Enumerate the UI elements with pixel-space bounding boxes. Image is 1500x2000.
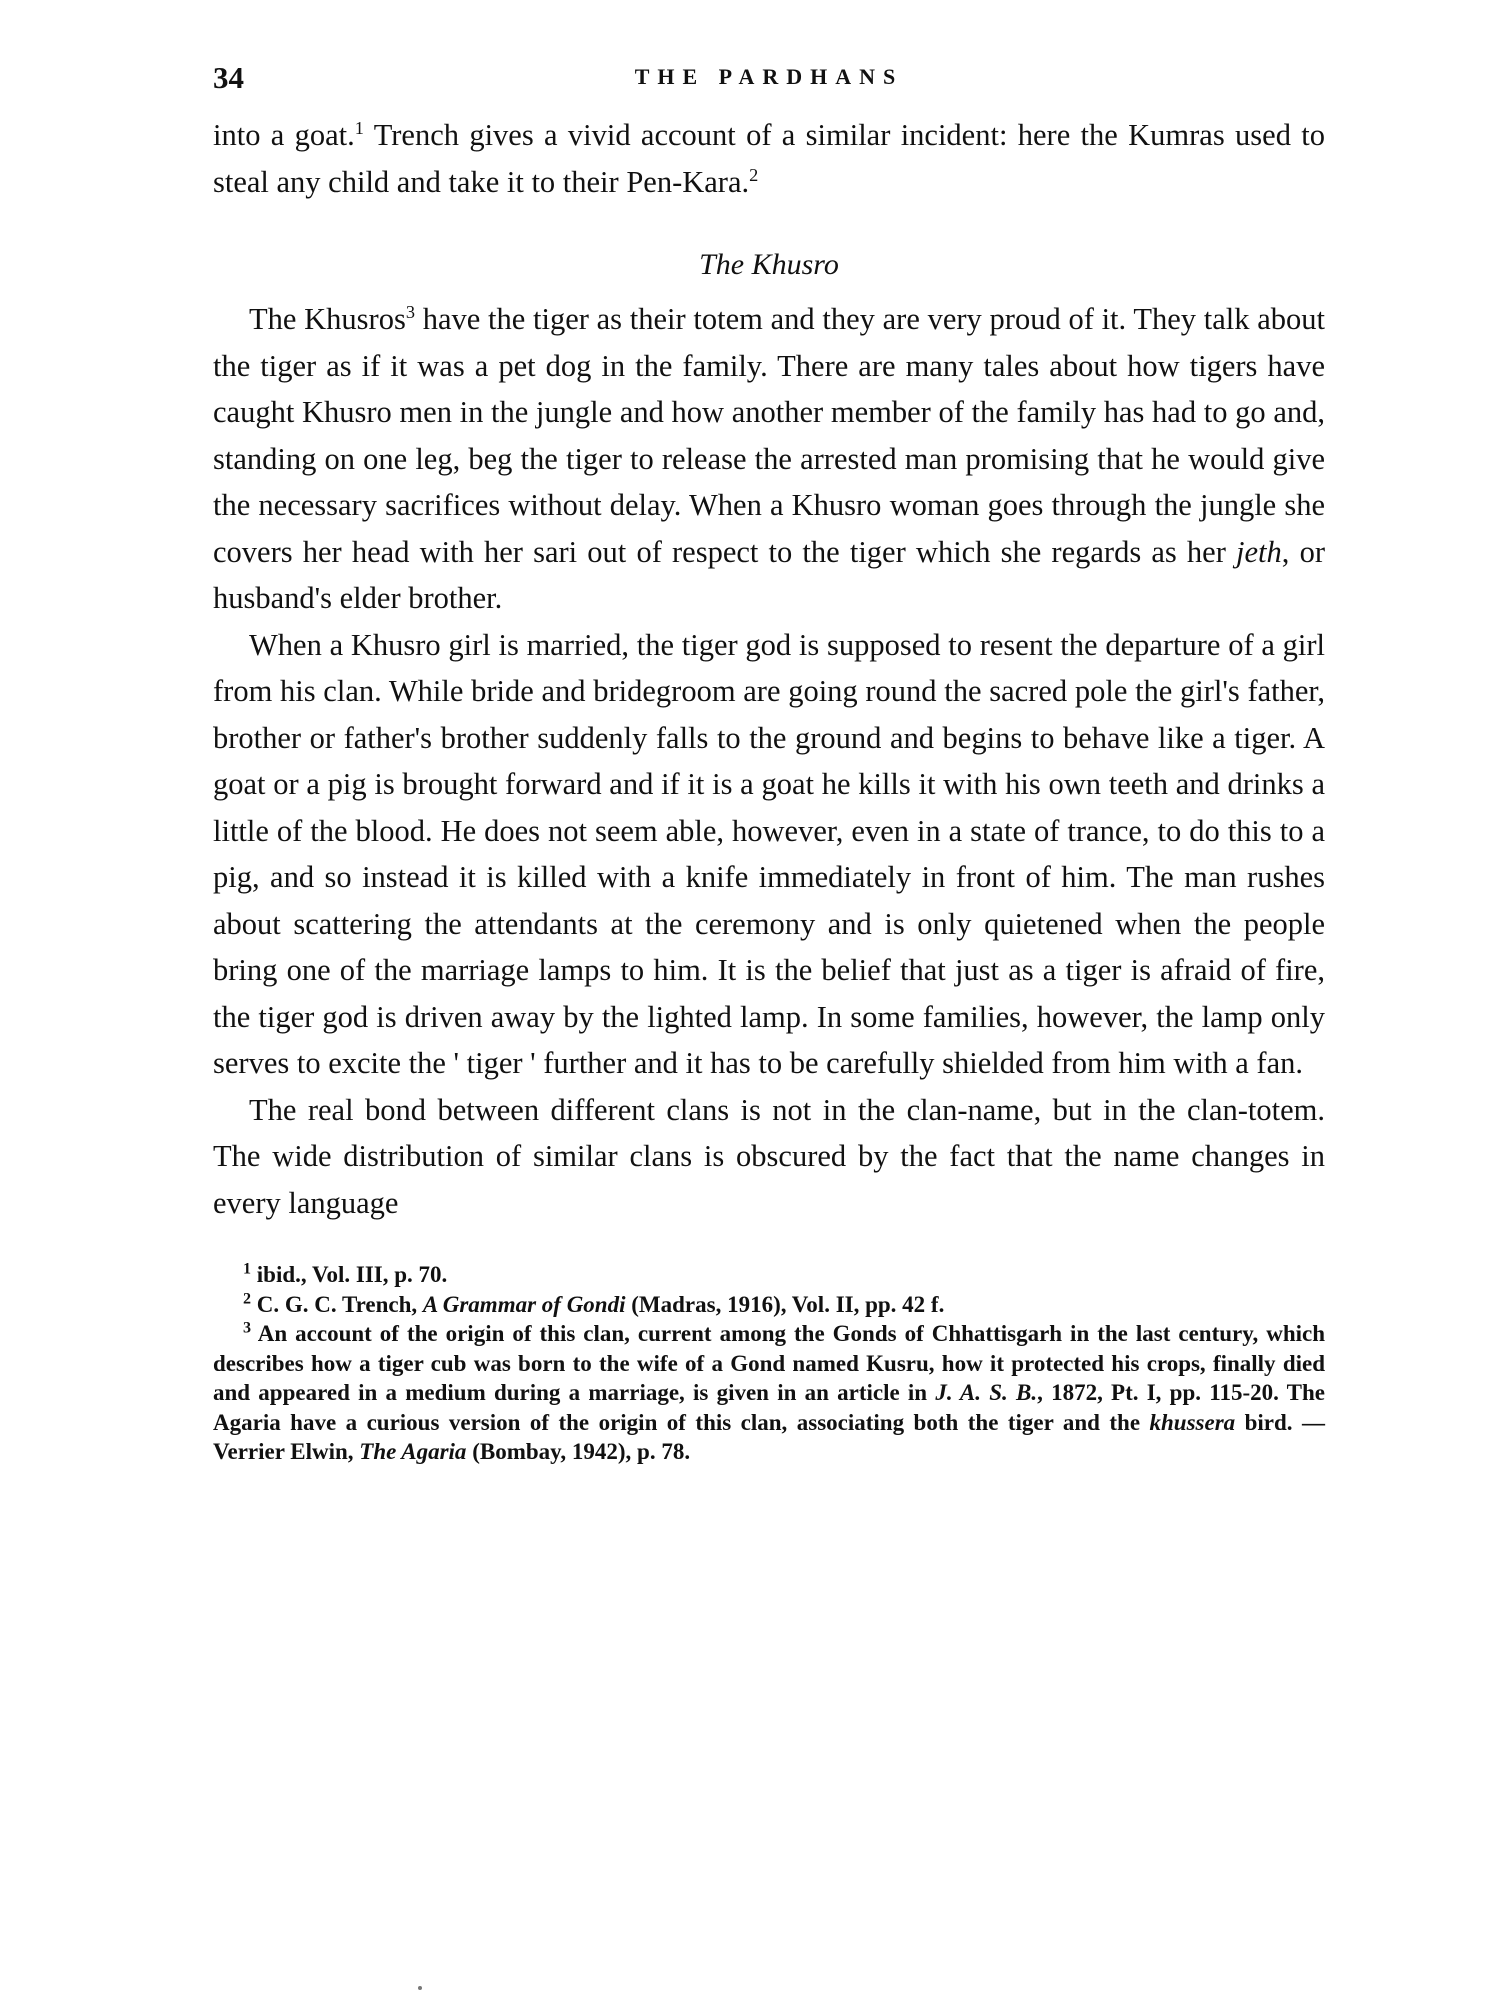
footnote-1 (213, 1260, 1325, 1290)
intro-text-a: into a goat. (213, 118, 355, 152)
footnote-2-text-a: C. G. C. Trench, (251, 1291, 423, 1317)
book-page (213, 60, 1325, 1467)
footnote-2-text-b: (Madras, 1916), Vol. II, pp. 42 f. (625, 1291, 945, 1317)
paragraph-marriage: When a Khusro girl is married, the tiger god is supposed to resent the departure of a girl from his clan. While bride and bridegroom are going round the sacred pole the girl's father, brother or father's brother suddenly falls to the ground and begins to behave like a tiger. A goat or a pig is brought forward and if it is a goat he kills it with his own teeth and drinks a little of the blood. He does not seem able, however, even in a state of trance, to do this to a pig, and so instead it is killed with a knife immediately in front of him. The man rushes about scattering the attendants at the ceremony and is only quietened when the people bring one of the marriage lamps to him. It is the belief that just as a tiger is afraid of fire, the tiger god is driven away by the lighted lamp. In some families, however, the lamp only serves to excite the ' tiger ' further and it has to be carefully shielded from him with a fan. (213, 627, 1325, 1080)
page-number: 34 (213, 60, 244, 95)
footnote-2-mark: 2 (243, 1289, 252, 1307)
footnotes (213, 1260, 1325, 1467)
footnote-3-bird-name: khussera (1149, 1409, 1236, 1435)
footnote-3 (213, 1319, 1325, 1467)
footnote-3-text-a: An account of the origin of this clan, current among the Gonds of Chhattisgarh in the last century, which describes how a tiger cub was born to the wife of a Gond named Kusru, how it protected his crops, finally died and appeared in a medium during a marriage, is given in an article in (213, 1321, 1325, 1405)
para1-text-b: have the tiger as their totem and they are very proud of it. They talk about the tiger as if it was a pet dog in the family. There are many tales about how tigers have caught Khusro men in the jungle and how another member of the family has had to go and, standing on one leg, beg the tiger to release the arrested man promising that he would give the necessary sacrifices without delay. When a Khusro woman goes through the jungle she covers her head with her sari out of respect to the tiger which she regards as her (213, 302, 1325, 569)
paragraph-clan-bond: The real bond between different clans is not in the clan-name, but in the clan-totem. The wide distribution of similar clans is obscured by the fact that the name changes in every language (213, 1092, 1325, 1220)
footnote-3-text-b: , 1872, Pt. I, pp. 115-20. The Agaria have a curious version of the origin of this clan, associating both the tiger and the (213, 1380, 1326, 1435)
footnote-ref-2: 2 (749, 164, 759, 185)
para1-text-a: The Khusros (249, 302, 406, 336)
footnote-2 (213, 1290, 1325, 1320)
main-text (213, 112, 1325, 1226)
para1-italic-term: jeth (1236, 534, 1282, 569)
scan-speck (418, 1986, 422, 1990)
section-heading: The Khusro (699, 248, 839, 281)
footnote-1-text: ibid., Vol. III, p. 70. (251, 1262, 448, 1287)
footnote-1-mark: 1 (243, 1260, 252, 1278)
footnote-ref-1: 1 (354, 117, 364, 138)
running-head (213, 60, 1325, 104)
running-title: THE PARDHANS (634, 64, 904, 89)
footnote-3-book-title: The Agaria (359, 1439, 467, 1464)
intro-text-b: Trench gives a vivid account of a similar incident: here the Kumras used to steal any child and take it to their Pen-Kara. (213, 118, 1325, 199)
footnote-3-mark: 3 (243, 1319, 252, 1337)
footnote-3-journal: J. A. S. B. (935, 1380, 1038, 1405)
footnote-3-text-d: (Bombay, 1942), p. 78. (466, 1439, 691, 1464)
para1-text-c: , or husband's elder brother. (213, 534, 1325, 615)
footnote-2-book-title: A Grammar of Gondi (422, 1291, 626, 1317)
footnote-ref-3: 3 (405, 301, 415, 322)
intro-paragraph (213, 112, 1325, 205)
paragraph-khusros-totem (213, 296, 1325, 622)
footnote-3-text-c: bird. —Verrier Elwin, (213, 1409, 1325, 1464)
